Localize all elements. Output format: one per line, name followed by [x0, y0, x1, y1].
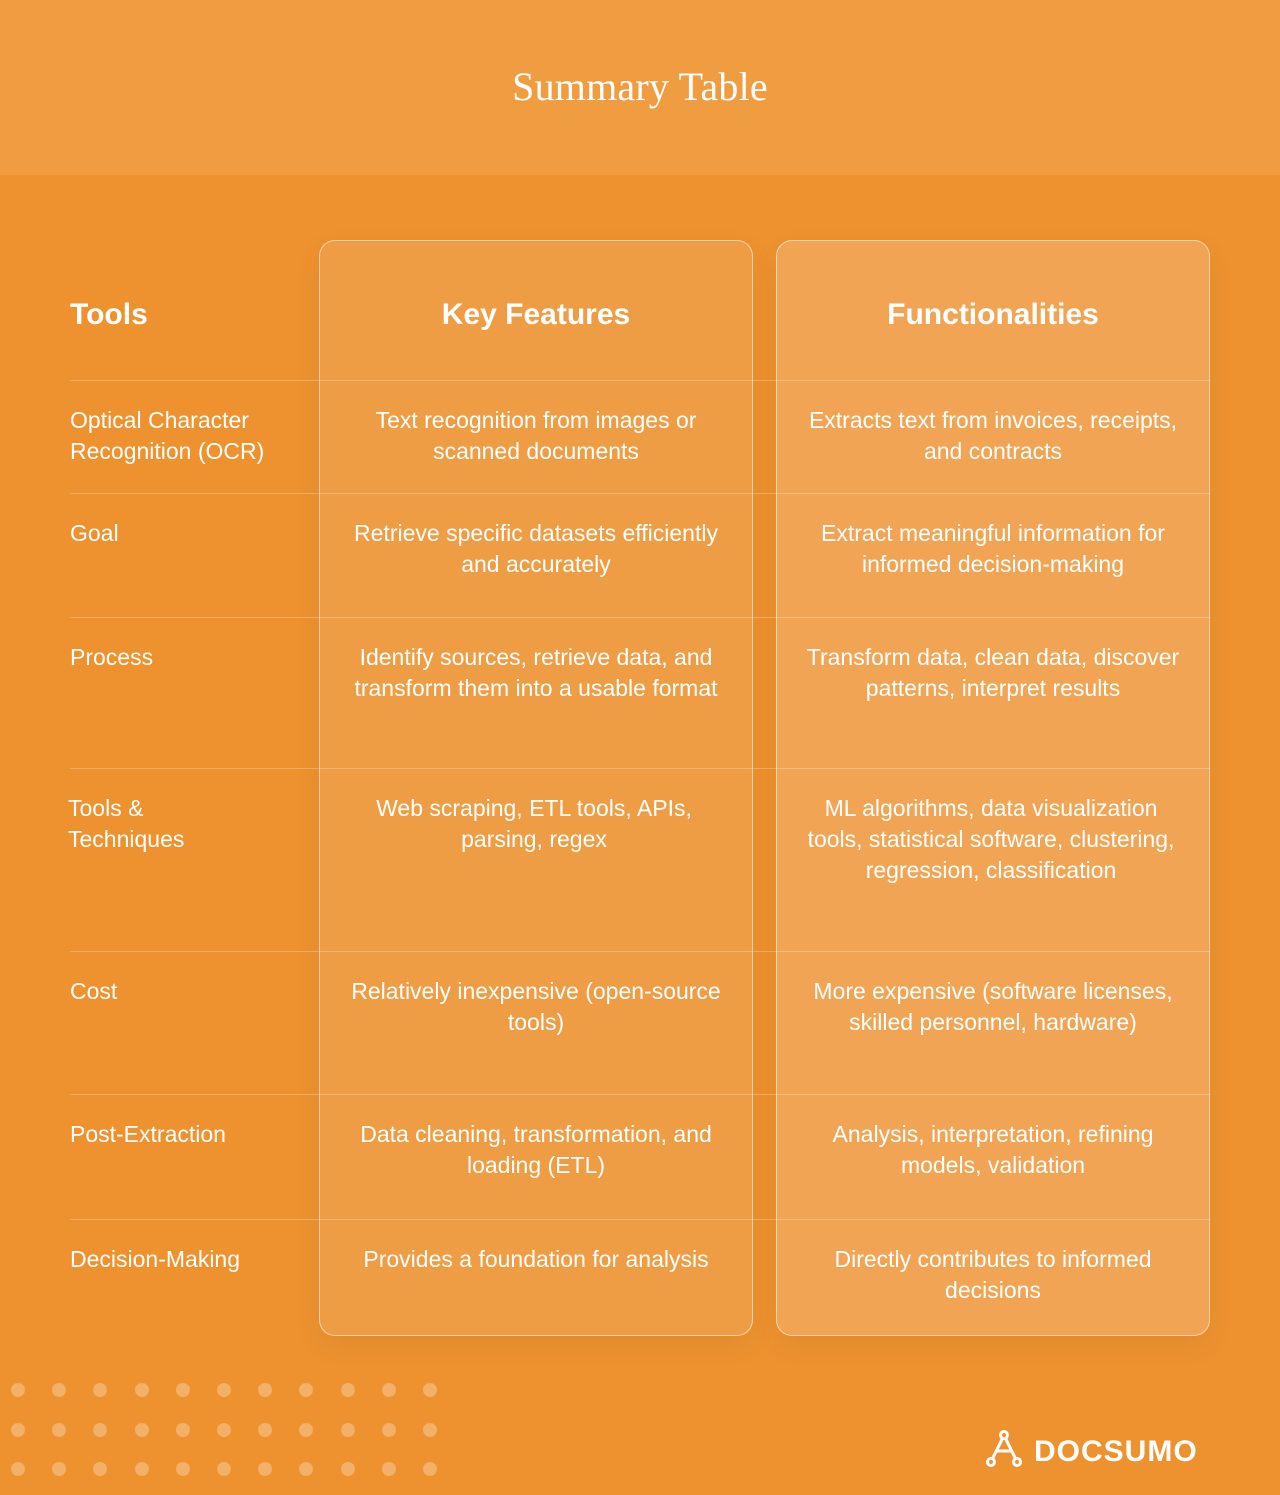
functionalities-cell: Extracts text from invoices, receipts, and contracts: [808, 407, 1178, 464]
table-row: [70, 769, 1210, 952]
header-tools: Tools: [70, 297, 148, 331]
header-functionalities: Functionalities: [887, 297, 1099, 331]
table-row: [70, 1220, 1210, 1336]
tool-cell: Tools & Techniques: [68, 795, 185, 852]
decorative-dot-grid: [11, 1383, 437, 1476]
docsumo-logo-icon: [986, 1430, 1022, 1473]
key-features-cell: Relatively inexpensive (open-source tools): [351, 978, 721, 1035]
table-row: [70, 618, 1210, 769]
header-key-features: Key Features: [441, 297, 631, 331]
functionalities-cell: Directly contributes to informed decisions: [834, 1246, 1152, 1303]
tool-cell: Decision-Making: [70, 1246, 241, 1272]
functionalities-cell: More expensive (software licenses, skilled personnel, hardware): [813, 978, 1173, 1035]
table-row: [70, 952, 1210, 1095]
docsumo-logo: [986, 1430, 1198, 1473]
functionalities-cell: Transform data, clean data, discover patterns, interpret results: [806, 644, 1180, 701]
page-title: Summary Table: [512, 64, 768, 109]
tool-cell: Goal: [70, 520, 119, 546]
brand-name: DOCSUMO: [1034, 1434, 1198, 1468]
key-features-cell: Provides a foundation for analysis: [363, 1246, 709, 1272]
table-header-row: [70, 240, 1210, 381]
functionalities-cell: ML algorithms, data visualization tools, statistical software, clustering, regression, classification: [807, 795, 1175, 883]
table-row: [70, 381, 1210, 494]
summary-table: [70, 240, 1210, 1336]
functionalities-cell: Extract meaningful information for informed decision-making: [821, 520, 1165, 577]
key-features-cell: Identify sources, retrieve data, and transform them into a usable format: [354, 644, 718, 701]
tool-cell: Process: [70, 644, 154, 670]
tool-cell: Post-Extraction: [70, 1121, 226, 1147]
table-row: [70, 494, 1210, 618]
key-features-cell: Web scraping, ETL tools, APIs, parsing, regex: [376, 795, 692, 852]
functionalities-cell: Analysis, interpretation, refining models, validation: [832, 1121, 1154, 1178]
key-features-cell: Retrieve specific datasets efficiently and accurately: [354, 520, 718, 577]
tool-cell: Cost: [70, 978, 118, 1004]
key-features-cell: Text recognition from images or scanned documents: [375, 407, 697, 464]
table-row: [70, 1095, 1210, 1220]
title-banner: [0, 0, 1280, 175]
key-features-cell: Data cleaning, transformation, and loading (ETL): [360, 1121, 712, 1178]
tool-cell: Optical Character Recognition (OCR): [70, 407, 265, 464]
